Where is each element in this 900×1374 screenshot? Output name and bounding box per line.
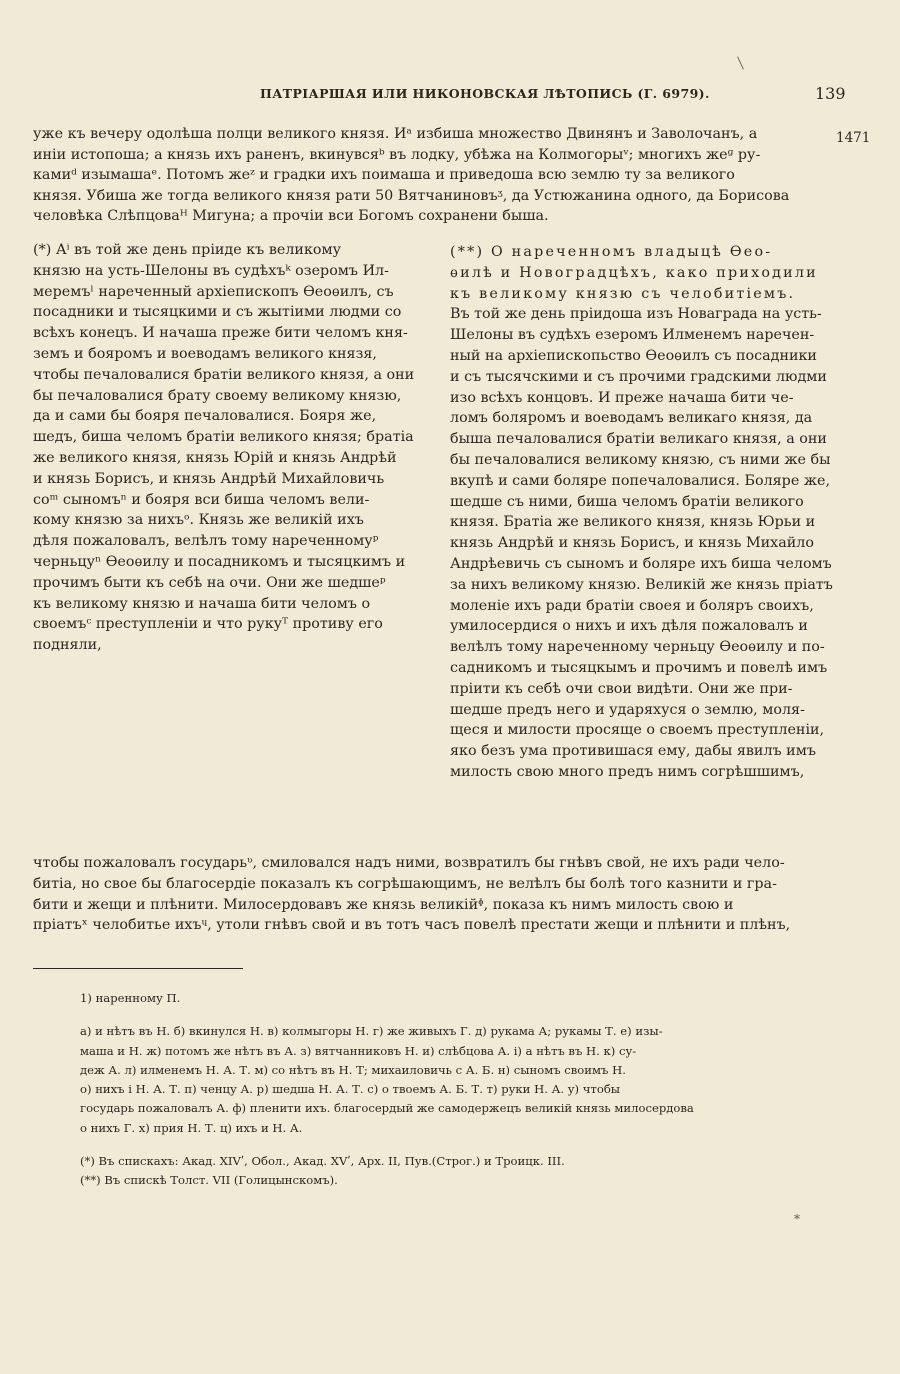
- text-line: человѣка Слѣпцоваᴴ Мигуна; а прочіи вси Богомъ сохранени быша.: [33, 208, 549, 224]
- text-line: ный на архіепископьство Ѳеоѳилъ съ посадники: [450, 347, 817, 364]
- footnote-line: государь пожаловалъ А. ф) пленити ихъ. благосердый же самодержецъ великій князь милосердова: [80, 1101, 694, 1116]
- text-line: велѣлъ тому нареченному черньцу Ѳеоѳилу и по-: [450, 639, 825, 656]
- text-line: же великого князя, князь Юрій и князь Андрѣй: [33, 449, 397, 466]
- footnotes: [80, 989, 850, 1197]
- text-line: битіа, но свое бы благосердіе показалъ къ согрѣшающимъ, не велѣлъ бы болѣ того казнити и гра-: [33, 875, 777, 892]
- source-notes: [80, 1152, 850, 1191]
- text-line: къ великому князю и начаша бити челомъ о: [33, 595, 371, 612]
- text-line: шедъ, биша челомъ братіи великого князя; братіа: [33, 429, 414, 446]
- text-line: щеся и милости просяще о своемъ преступленіи,: [450, 722, 825, 739]
- footnote-line: (*) Въ спискахъ: Акад. XIVʹ, Обол., Акад. XVʹ, Арх. II, Пув.(Строг.) и Троицк. III.: [80, 1154, 565, 1169]
- page-number: 139: [815, 84, 846, 103]
- text-line: земъ и бояромъ и воеводамъ великого князя,: [33, 345, 377, 362]
- footnote-divider: [33, 968, 243, 969]
- footnote-line: 1) нареннoму П.: [80, 991, 181, 1005]
- text-line: уже къ вечеру одолѣша полци великого князя. Иᵃ избиша множество Двинянъ и Заволочанъ, а: [33, 126, 758, 142]
- lead-paragraph: [33, 124, 833, 227]
- variant-readings: [80, 1022, 850, 1138]
- footnote-line: а) и нѣтъ въ Н. б) вкинулся Н. в) колмыгоры Н. г) же живыхъ Г. д) рукама А; рукамы Т. е) изы-: [80, 1024, 663, 1039]
- text-line: бы печаловалися великому князю, съ ними же бы: [450, 451, 831, 468]
- numbered-footnote: [80, 989, 850, 1008]
- text-line: садникомъ и тысяцкымъ и прочимъ и повелѣ имъ: [450, 659, 828, 676]
- text-line: да и сами бы бояря печаловалися. Бояря же,: [33, 408, 377, 425]
- left-column: [33, 240, 433, 656]
- text-line: и князь Борисъ, и князь Андрѣй Михайловичь: [33, 470, 385, 487]
- text-line: вкупѣ и сами боляре попечаловалися. Боляре же,: [450, 472, 830, 489]
- text-line: Шелоны въ судѣхъ езеромъ Илменемъ наречен-: [450, 327, 815, 344]
- text-line: изо всѣхъ концовъ. И преже начаша бити че-: [450, 389, 794, 406]
- text-line: соᵐ сыномъⁿ и бояря вси биша челомъ вели-: [33, 491, 370, 508]
- text-line: умилосердися о нихъ и ихъ дѣля пожаловалъ и: [450, 618, 808, 635]
- text-line: чтобы пожаловалъ государьᶹ, смиловался надъ ними, возвратилъ бы гнѣвъ свой, не ихъ ради чело-: [33, 855, 785, 871]
- text-line: князя. Братіа же великого князя, князь Юрьи и: [450, 514, 816, 531]
- text-line: чтобы печаловалися братіи великого князя, а они: [33, 366, 415, 383]
- text-line: князя. Убиша же тогда великого князя рати 50 Вятчаниновъᶾ, да Устюжанина одного, да Борисова: [33, 187, 790, 204]
- margin-year: 1471: [836, 130, 871, 146]
- text-line: Андрѣевичь съ сыномъ и боляре ихъ биша челомъ: [450, 555, 832, 572]
- text-line: яко безъ ума противишася ему, дабы явилъ имъ: [450, 743, 816, 760]
- text-line: и съ тысячскими и съ прочими градскими людми: [450, 368, 827, 385]
- text-line: милость свою много предъ нимъ согрѣшшимъ,: [450, 763, 805, 780]
- text-line: черньцуⁿ Ѳеоѳилу и посадникомъ и тысяцкимъ и: [33, 553, 406, 570]
- text-line: бы печаловалися брату своему великому князю,: [33, 387, 402, 404]
- footnote-line: деж А. л) илменемъ Н. А. Т. м) со нѣтъ въ Н. Т; михаиловичь с А. Б. н) сыномъ своимъ Н.: [80, 1062, 626, 1077]
- right-column: [450, 242, 850, 783]
- closing-paragraph: [33, 853, 845, 936]
- text-line: пріатъˣ челобитье ихъᶣ, утоли гнѣвъ свой и въ тотъ часъ повелѣ престати жещи и плѣнити и плѣнъ,: [33, 917, 791, 934]
- running-title: ПАТРІАРШАЯ ИЛИ НИКОНОВСКАЯ ЛѢТОПИСЬ (Г. 6979).: [260, 86, 710, 101]
- page-mark: *: [794, 1212, 800, 1226]
- text-line: дѣля пожаловалъ, велѣлъ тому нареченномуᵖ: [33, 533, 379, 550]
- text-line: князь Андрѣй и князь Борисъ, и князь Михайло: [450, 535, 814, 552]
- text-line: ломъ боляромъ и воеводамъ великаго князя, да: [450, 410, 813, 427]
- footnote-line: маша и Н. ж) потомъ же нѣтъ въ А. з) вятчанниковъ Н. и) слѣбцова А. і) а нѣтъ въ Н. к) су-: [80, 1043, 637, 1058]
- footnote-line: о нихъ Г. х) прия Н. Т. ц) ихъ и Н. А.: [80, 1120, 303, 1135]
- text-line: посадники и тысяцкими и съ жытіими людми со: [33, 304, 402, 321]
- text-line: пріити къ себѣ очи свои видѣти. Они же при-: [450, 680, 793, 697]
- section-heading-line: (**) О нареченномъ владыцѣ Ѳео-: [450, 244, 773, 260]
- text-line: кому князю за нихъᵒ. Князь же великій ихъ: [33, 512, 364, 529]
- text-line: меремъˡ нареченный архіепископъ Ѳеоѳилъ, съ: [33, 283, 394, 300]
- text-line: всѣхъ конецъ. И начаша преже бити челомъ кня-: [33, 325, 408, 342]
- text-line: Въ той же день пріидоша изъ Новаграда на усть-: [450, 306, 822, 323]
- text-line: бити и жещи и плѣнити. Милосердовавъ же князь великійᶲ, показа къ нимъ милость свою и: [33, 896, 734, 913]
- section-heading-line: ѳилѣ и Новоградцѣхъ, како приходили: [450, 264, 818, 281]
- text-line: князю на усть-Шелоны въ судѣхъᵏ озеромъ Ил-: [33, 262, 389, 279]
- section-heading-line: къ великому князю съ челобитіемъ.: [450, 285, 796, 302]
- text-line: своемъᶜ преступленіи и что рукуᵀ противу его: [33, 616, 383, 633]
- text-line: быша печаловалися братіи великаго князя, а они: [450, 431, 827, 448]
- text-line: (*) Аⁱ въ той же день пріиде къ великому: [33, 242, 342, 258]
- text-line: шедше съ ними, биша челомъ братіи великого: [450, 493, 804, 510]
- text-line: камиᵈ изымашаᵉ. Потомъ жеᶻ и градки ихъ поимаша и приведоша всю землю ту за великого: [33, 167, 735, 183]
- text-line: шедше предъ него и ударяхуся о землю, моля-: [450, 701, 805, 718]
- text-line: моленіе ихъ ради братіи своея и боляръ своихъ,: [450, 597, 814, 614]
- text-line: за нихъ великому князю. Великій же князь пріатъ: [450, 576, 833, 593]
- pencil-tick: [737, 56, 744, 69]
- footnote-line: о) нихъ і Н. А. Т. п) ченцу А. р) шедша Н. А. Т. с) о твоемъ А. Б. Т. т) руки Н. А. у) чтобы: [80, 1082, 621, 1097]
- footnote-line: (**) Въ спискѣ Толст. VII (Голицынскомъ).: [80, 1173, 338, 1188]
- text-line: прочимъ быти къ себѣ на очи. Они же шедшеᵖ: [33, 574, 386, 591]
- text-line: иніи истопоша; а князь ихъ раненъ, вкинувсяᵇ въ лодку, убѣжа на Колмогорыᵛ; многихъ жеᶢ ру-: [33, 146, 761, 163]
- text-line: подняли,: [33, 637, 102, 654]
